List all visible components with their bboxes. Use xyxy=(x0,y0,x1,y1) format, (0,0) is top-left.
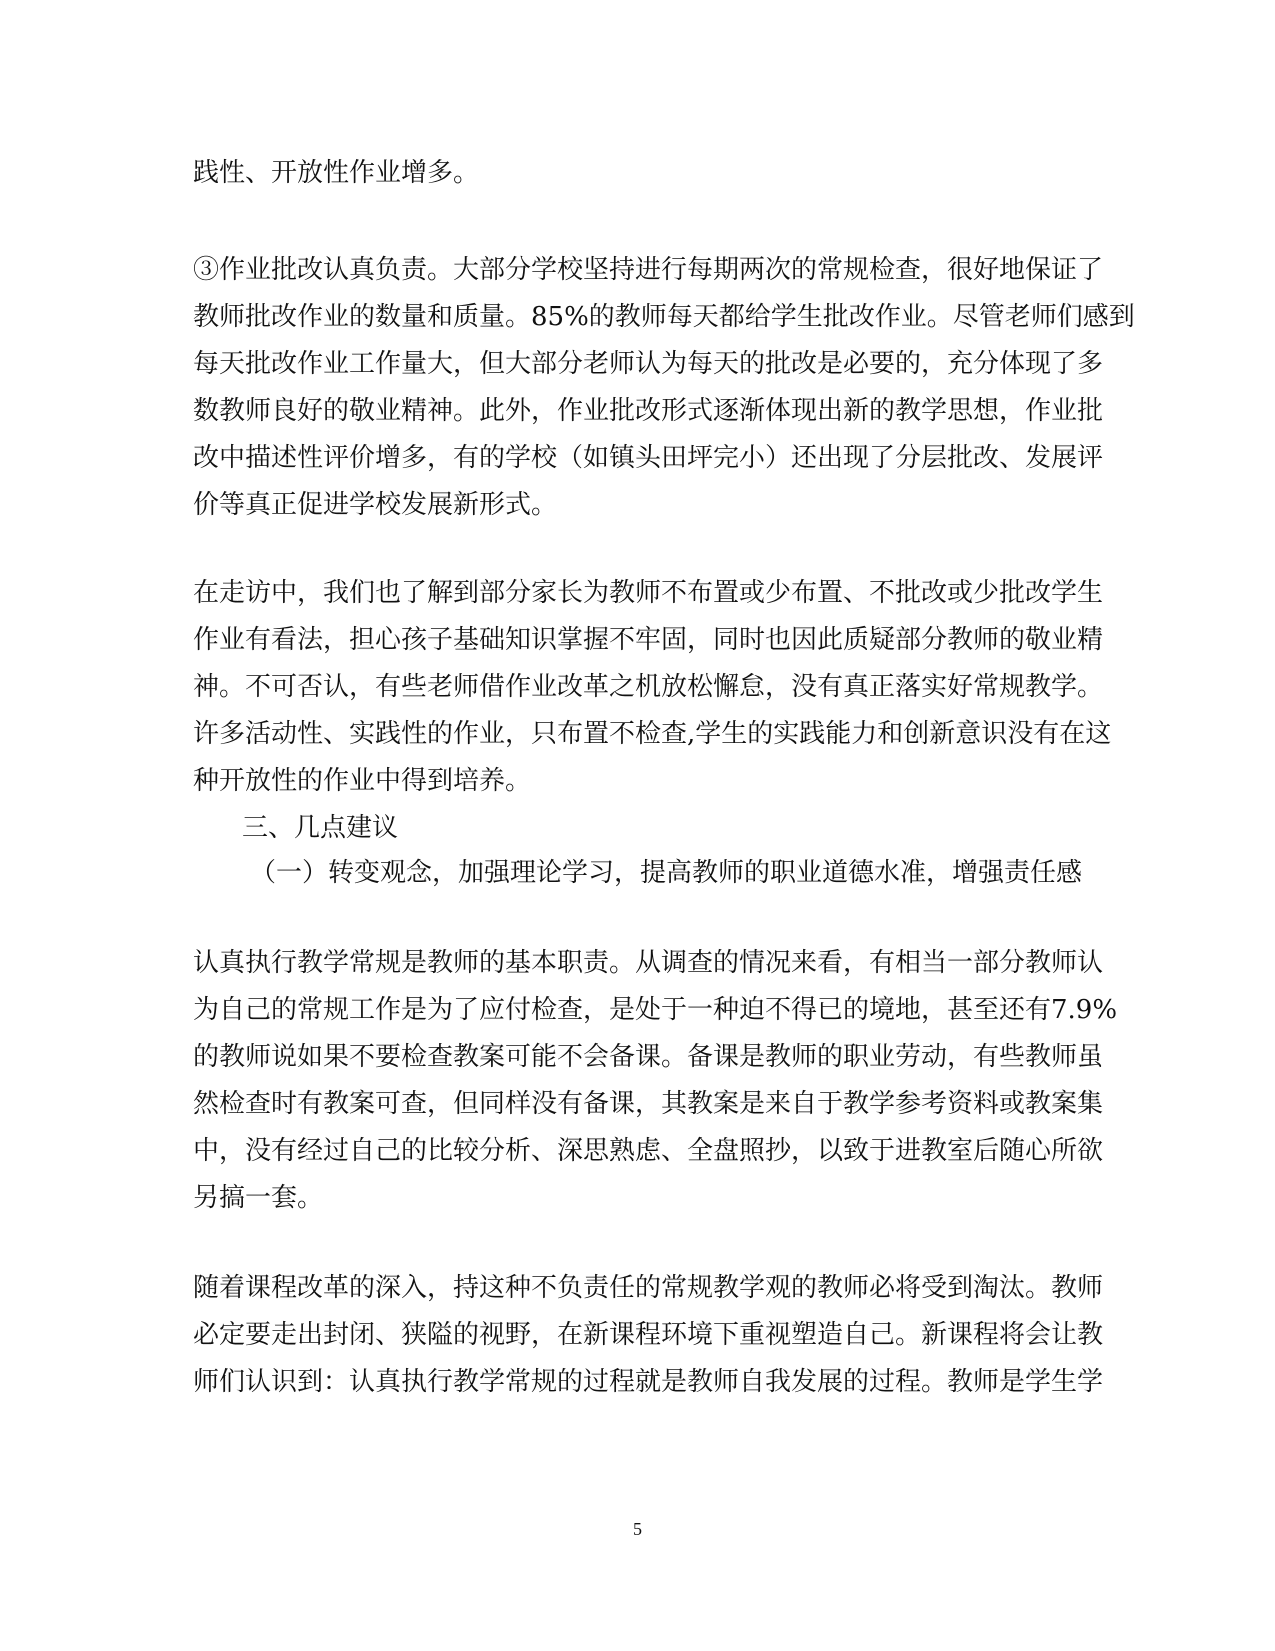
page-number: 5 xyxy=(633,1519,642,1539)
body-text-line: 中，没有经过自己的比较分析、深思熟虑、全盘照抄，以致于进教室后随心所欲 xyxy=(193,1136,1104,1166)
body-text-line: 教师批改作业的数量和质量。85%的教师每天都给学生批改作业。尽管老师们感到 xyxy=(193,302,1135,332)
body-text-line: 改中描述性评价增多，有的学校（如镇头田坪完小）还出现了分层批改、发展评 xyxy=(193,443,1104,473)
body-text-line: 师们认识到：认真执行教学常规的过程就是教师自我发展的过程。教师是学生学 xyxy=(193,1367,1104,1397)
subsection-heading: （一）转变观念，加强理论学习，提高教师的职业道德水准，增强责任感 xyxy=(250,858,1083,888)
body-text-line: 每天批改作业工作量大，但大部分老师认为每天的批改是必要的，充分体现了多 xyxy=(193,349,1104,379)
body-text-line: 种开放性的作业中得到培养。 xyxy=(193,766,532,796)
body-text-line: 的教师说如果不要检查教案可能不会备课。备课是教师的职业劳动，有些教师虽 xyxy=(193,1042,1104,1072)
section-heading: 三、几点建议 xyxy=(242,813,399,843)
body-text-line: 许多活动性、实践性的作业，只布置不检查,学生的实践能力和创新意识没有在这 xyxy=(193,719,1112,749)
body-text-line: 认真执行教学常规是教师的基本职责。从调查的情况来看，有相当一部分教师认 xyxy=(193,948,1104,978)
body-text-line: 价等真正促进学校发展新形式。 xyxy=(193,490,558,520)
body-text-line: 作业有看法，担心孩子基础知识掌握不牢固，同时也因此质疑部分教师的敬业精 xyxy=(193,625,1104,655)
body-text-line: 践性、开放性作业增多。 xyxy=(193,158,480,188)
body-text-line: 必定要走出封闭、狭隘的视野，在新课程环境下重视塑造自己。新课程将会让教 xyxy=(193,1320,1104,1350)
body-text-line: 另搞一套。 xyxy=(193,1183,324,1213)
body-text-line: 在走访中，我们也了解到部分家长为教师不布置或少布置、不批改或少批改学生 xyxy=(193,578,1104,608)
body-text-line: 数教师良好的敬业精神。此外，作业批改形式逐渐体现出新的教学思想，作业批 xyxy=(193,396,1104,426)
body-text-line: ③作业批改认真负责。大部分学校坚持进行每期两次的常规检查，很好地保证了 xyxy=(193,255,1104,285)
body-text-line: 神。不可否认，有些老师借作业改革之机放松懈怠，没有真正落实好常规教学。 xyxy=(193,672,1104,702)
body-text-line: 然检查时有教案可查，但同样没有备课，其教案是来自于教学参考资料或教案集 xyxy=(193,1089,1104,1119)
body-text-line: 随着课程改革的深入，持这种不负责任的常规教学观的教师必将受到淘汰。教师 xyxy=(193,1273,1104,1303)
body-text-line: 为自己的常规工作是为了应付检查，是处于一种迫不得已的境地，甚至还有7.9% xyxy=(193,995,1118,1025)
